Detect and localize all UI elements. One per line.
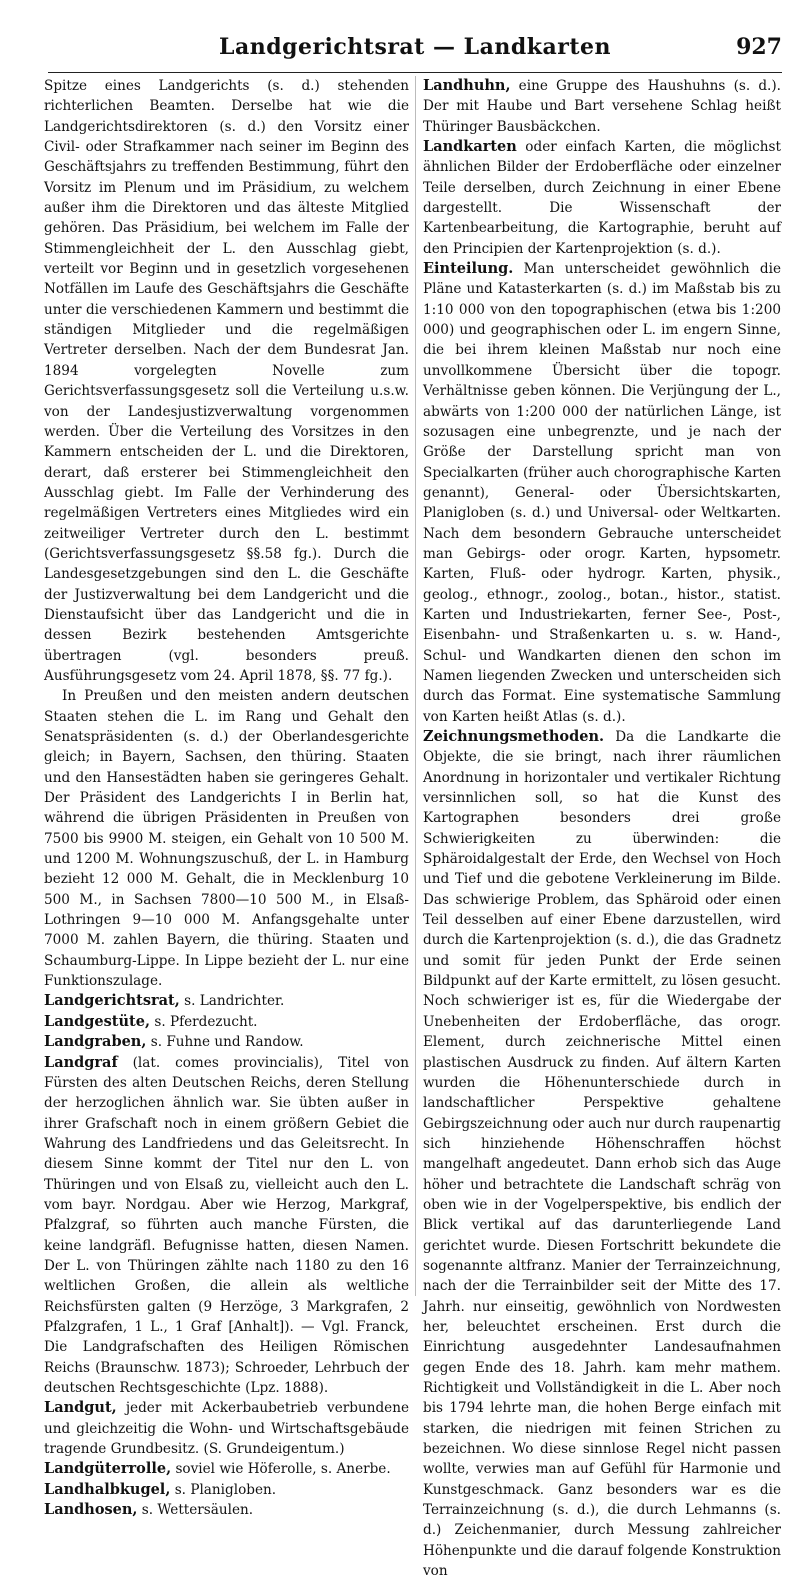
page-number: 927 — [736, 34, 782, 60]
left-column — [44, 76, 409, 1519]
entry-text: eine Gruppe des Haushuhns (s. d.). Der mit Haube und Bart versehene Schlag heißt Thüringer Bausbäckchen. — [423, 78, 781, 135]
section-heading: Einteilung. — [423, 260, 514, 278]
entry-lemma: Landhalbkugel, — [44, 1480, 171, 1498]
dictionary-entry — [423, 137, 781, 259]
continuation-paragraph: Spitze eines Landgerichts (s. d.) stehenden richterlichen Beamten. Derselbe hat wie die Landgerichtsdirektoren (s. d.) den Vorsitz einer Civil- oder Strafkammer nach seiner im Beginn des Geschäftsjahrs zu treffenden Bestimmung, führt den Vorsitz im Plenum und im Präsidium, zu welchem außer ihm die Direktoren und das älteste Mitglied gehören. Das Präsidium, bei welchem im Falle der Stimmengleichheit der L. den Ausschlag giebt, verteilt vor Beginn und in gesetzlich vorgesehenen Notfällen im Laufe des Geschäftsjahrs die Geschäfte unter die verschiedenen Kammern und bestimmt die ständigen Mitglieder und die regelmäßigen Vertreter derselben. Nach der dem Bundesrat Jan. 1894 vorgelegten Novelle zum Gerichtsverfassungsgesetz soll die Verteilung u.s.w. von der Landesjustizverwaltung vorgenommen werden. Über die Verteilung des Vorsitzes in den Kammern entscheiden der L. und die Direktoren, derart, daß ersterer bei Stimmengleichheit den Ausschlag giebt. Im Falle der Verhinderung des regelmäßigen Vertreters eines Mitgliedes wird ein zeitweiliger Vertreter durch den L. bestimmt (Gerichtsverfassungsgesetz §§.58 fg.). Durch die Landesgesetzgebungen sind den L. die Geschäfte der Justizverwaltung bei dem Landgericht und die Dienstaufsicht über das Landgericht und die in dessen Bezirk bestehenden Amtsgerichte übertragen (vgl. besonders preuß. Ausführungsgesetz vom 24. April 1878, §§. 77 fg.). — [44, 78, 409, 684]
column-divider — [415, 76, 416, 1296]
entry-text: soviel wie Höferolle, s. Anerbe. — [171, 1461, 391, 1478]
dictionary-entry — [44, 1053, 409, 1399]
entry-text: (lat. comes provincialis), Titel von Fürsten des alten Deutschen Reichs, deren Stellung der herzoglichen ähnlich war. Sie übten außer in ihrer Grafschaft noch in einem größern Gebiet die Wahrung des Landfriedens und das Geleitsrecht. In diesem Sinne kommt der Titel nur den L. von Thüringen und von Elsaß zu, vielleicht auch den L. vom bayr. Nordgau. Aber wie Herzog, Markgraf, Pfalzgraf, so führten auch manche Fürsten, die keine landgräfl. Befugnisse hatten, diesen Namen. Der L. von Thüringen zählte nach 1180 zu den 16 weltlichen Großen, die allein als weltliche Reichsfürsten galten (9 Herzöge, 3 Markgrafen, 2 Pfalzgrafen, 1 L., 1 Graf [Anhalt]). — Vgl. Franck, Die Landgrafschaften des Heiligen Römischen Reichs (Braunschw. 1873); Schroeder, Lehrbuch der deutschen Rechtsgeschichte (Lpz. 1888). — [44, 1054, 409, 1396]
entry-lemma: Landgraben, — [44, 1033, 147, 1051]
entry-lemma: Landgut, — [44, 1399, 117, 1417]
dictionary-entry — [44, 1480, 409, 1500]
section-text: Man unterscheidet gewöhnlich die Pläne und Katasterkarten (s. d.) im Maßstab bis zu 1:10 000 von den topographischen (etwa bis 1:200 000) und geographischen oder L. im engern Sinne, die bei ihrem kleinen Maßstab nur noch eine unvollkommene Übersicht über die topogr. Verhältnisse geben können. Die Verjüngung der L., abwärts von 1:200 000 der natürlichen Länge, ist sozusagen eine unbegrenzte, und je nach der Größe der Darstellung spricht man von Specialkarten (früher auch chorographische Karten genannt), General- oder Übersichtskarten, Planigloben (s. d.) und Universal- oder Weltkarten. Nach dem besondern Gebrauche unterscheidet man Gebirgs- oder orogr. Karten, hypsometr. Karten, Fluß- oder hydrogr. Karten, physik., geolog., ethnogr., zoolog., botan., histor., statist. Karten und Industriekarten, ferner See-, Post-, Eisenbahn- und Straßenkarten u. s. w. Hand-, Schul- und Wandkarten dienen den schon im Namen liegenden Zwecken und unterscheiden sich durch das Format. Eine systematische Sammlung von Karten heißt Atlas (s. d.). — [423, 261, 781, 725]
entry-lemma: Landhosen, — [44, 1501, 138, 1519]
running-title: Landgerichtsrat — Landkarten — [218, 34, 612, 60]
section-paragraph — [423, 727, 781, 1581]
dictionary-entry — [44, 1459, 409, 1479]
entry-text: jeder mit Ackerbaubetrieb verbundene und gleichzeitig die Wohn- und Wirtschaftsgebäude tragende Grundbesitz. (S. Grundeigentum.) — [44, 1400, 409, 1458]
entry-text: s. Planigloben. — [170, 1481, 277, 1498]
entry-text: oder einfach Karten, die möglichst ähnlichen Bilder der Erdoberfläche oder einzelner Teile derselben, durch Zeichnung in einer Ebene dargestellt. Die Wissenschaft der Kartenbearbeitung, die Kartographie, beruht auf den Principien der Kartenprojektion (s. d.). — [423, 139, 781, 257]
section-paragraph — [423, 259, 781, 727]
right-column — [423, 76, 781, 1580]
dictionary-entry — [44, 1032, 409, 1052]
dictionary-entry — [44, 1012, 409, 1032]
section-heading: Zeichnungsmethoden. — [423, 728, 605, 745]
entry-lemma: Landgestüte, — [44, 1012, 151, 1030]
dictionary-entry — [44, 1500, 409, 1520]
entry-lemma: Landhuhn, — [423, 77, 511, 94]
dictionary-entry — [423, 76, 781, 137]
entry-text: s. Pferdezucht. — [150, 1013, 258, 1030]
dictionary-entry — [44, 1398, 409, 1459]
entry-text: s. Landrichter. — [179, 993, 285, 1010]
salary-paragraph: In Preußen und den meisten andern deutschen Staaten stehen die L. im Rang und Gehalt den Senatspräsidenten (s. d.) der Oberlandesgerichte gleich; in Bayern, Sachsen, den thüring. Staaten und den Hansestädten haben sie geringeres Gehalt. Der Präsident des Landgerichts I in Berlin hat, während die übrigen Präsidenten in Preußen von 7500 bis 9900 M. steigen, ein Gehalt von 10 500 M. und 1200 M. Wohnungszuschuß, der L. in Hamburg bezieht 12 000 M. Gehalt, die in Mecklenburg 10 500 M., in Sachsen 7800—10 500 M., in Elsaß-Lothringen 9—10 000 M. Anfangsgehalte unter 7000 M. zahlen Bayern, die thüring. Staaten und Schaumburg-Lippe. In Lippe bezieht der L. nur eine Funktionszulage. — [44, 688, 409, 990]
entry-lemma: Landgüterrolle, — [44, 1460, 172, 1478]
entry-text: s. Fuhne und Randow. — [146, 1034, 304, 1051]
entry-text: s. Wettersäulen. — [137, 1502, 254, 1519]
dictionary-entry — [44, 991, 409, 1011]
entry-lemma: Landkarten — [423, 138, 517, 156]
section-text: Da die Landkarte die Objekte, die sie bringt, nach ihrer räumlichen Anordnung in horizontaler und vertikaler Richtung versinnlichen soll, so hat die Kunst des Kartographen besonders drei große Schwierigkeiten zu überwinden: die Sphäroidalgestalt der Erde, den Wechsel von Hoch und Tief und die gebotene Verkleinerung im Bilde. Das schwierige Problem, das Sphäroid oder einen Teil desselben auf einer Ebene darzustellen, wird durch die Kartenprojektion (s. d.), die das Gradnetz und somit für jeden Punkt der Erde seinen Bildpunkt auf der Karte ermittelt, zu lösen gesucht. Noch schwieriger ist es, für die Wiedergabe der Unebenheiten der Erdoberfläche, das orogr. Element, durch zeichnerische Mittel einen plastischen Ausdruck zu finden. Auf ältern Karten wurden die Höhenunterschiede durch in landschaftlicher Perspektive gehaltene Gebirgszeichnung oder auch nur durch raupenartig sich hinziehende Höhenschraffen höchst mangelhaft angedeutet. Dann erhob sich das Auge höher und betrachtete die Landschaft schräg von oben wie in der Vogelperspektive, bis endlich der Blick vertikal auf das darunterliegende Land gerichtet wurde. Diesen Fortschritt bekundete die sogenannte altfranz. Manier der Terrainzeichnung, nach der die Terrainbilder seit der Mitte des 17. Jahrh. nur einseitig, gewöhnlich von Nordwesten her, beleuchtet erscheinen. Erst durch die Einrichtung ausgedehnter Landesaufnahmen gegen Ende des 18. Jahrh. kam mehr mathem. Richtigkeit und Vollständigkeit in die L. Aber noch bis 1794 lehrte man, die hohen Berge einfach mit starken, die niedrigen mit feinen Strichen zu bezeichnen. Wo diese sinnlose Regel nicht passen wollte, verwies man auf Gefühl für Harmonie und Kunstgeschmack. Ganz besonders war es die Terrainzeichnung (s. d.), die durch Lehmanns (s. d.) Zeichenmanier, durch Messung zahlreicher Höhenpunkte und die darauf folgende Konstruktion von — [423, 729, 781, 1580]
entry-lemma: Landgerichtsrat, — [44, 992, 180, 1010]
entry-lemma: Landgraf — [44, 1053, 118, 1071]
page-header — [48, 28, 782, 73]
